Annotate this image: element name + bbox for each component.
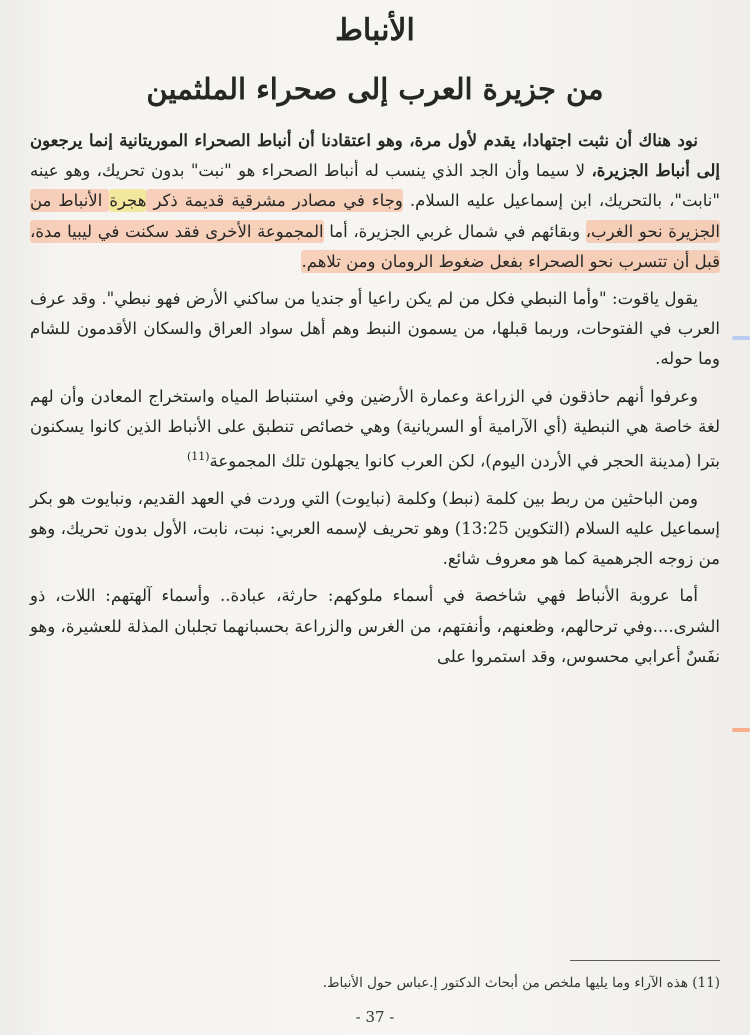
body-text [30,126,720,679]
paragraph-2: يقول ياقوت: "وأما النبطي فكل من لم يكن راعيا أو جنديا من ساكني الأرض فهو نبطي". وقد عرف العرب في الفتوحات، وربما قبلها، من يسمون النبط وهم أهل سواد العراق والسكان الأقدمون للشام وما حوله. [30,289,720,369]
highlight-1: وجاء في مصادر مشرقية قديمة ذكر [146,191,403,211]
paragraph-1 [30,126,720,277]
highlight-word: هجرة [109,191,147,211]
highlight-3: المجموعة الأخرى فقد سكنت في ليبيا مدة، قبل أن تتسرب نحو الصحراء بفعل ضغوط الرومان ومن تلاهم. [30,221,720,271]
paragraph-text: وعرفوا أنهم حاذقون في الزراعة وعمارة الأرضين وفي استنباط المياه واستخراج المعادن وأن لهم لغة خاصة هي النبطية (أي الآرامية أو السريانية) وهي خصائص تنطبق على الأنباط الذين كانوا يسكنون بترا (مدينة الحجر في الأردن اليوم)، لكن العرب كانوا يجهلون تلك المجموعة [30,386,720,471]
paragraph-3 [30,382,720,477]
margin-mark-orange [732,728,750,732]
paragraph-4: ومن الباحثين من ربط بين كلمة (نبط) وكلمة (نبايوت) التي وردت في العهد القديم، ونبايوت هو بكر إسماعيل عليه السلام (التكوين 13:25) وهو تحريف لإسمه العربي: نبت، نابت، الأول بدون تحريك، وهو من زوجه الجرهمية كما هو معروف شائع. [30,488,720,569]
page-number: - 37 - [355,1008,395,1026]
paragraph-text: وبقائهم في شمال غربي الجزيرة، أما [323,221,586,241]
paragraph-5: أما عروبة الأنباط فهي شاخصة في أسماء ملوكهم: حارثة، عبادة.. وأسماء آلهتهم: اللات، ذو الشرى....وفي ترحالهم، وظعنهم، وأنفتهم، من الغرس والزراعة بحسبانهما تجلبان المذلة للعشيرة، وهو نفَسٌ أعرابي محسوس، وقد استمروا على [30,586,720,666]
footnote-ref: (11) [186,450,210,464]
highlight-2: الأنباط من الجزيرة نحو الغرب، [30,191,720,241]
page-title: الأنباط [335,13,415,48]
paragraph-text: لا سيما وأن الجد الذي ينسب له أنباط الصحراء هو "نبت" بدون تحريك، وهو عينه "نابت"، بالتحريك، ابن إسماعيل عليه السلام. [30,161,720,211]
bold-intro: نود هناك أن نثبت اجتهادا، يقدم لأول مرة، وهو اعتقادنا أن أنباط الصحراء الموريتانية إنما يرجعون إلى أنباط الجزيرة، [30,131,721,181]
margin-mark-blue [732,336,750,340]
footnote: (11) هذه الآراء وما يليها ملخص من أبحاث الدكتور إ.عباس حول الأنباط. [322,975,720,991]
page-subtitle: من جزيرة العرب إلى صحراء الملثمين [146,72,604,106]
footnote-divider [570,960,720,961]
